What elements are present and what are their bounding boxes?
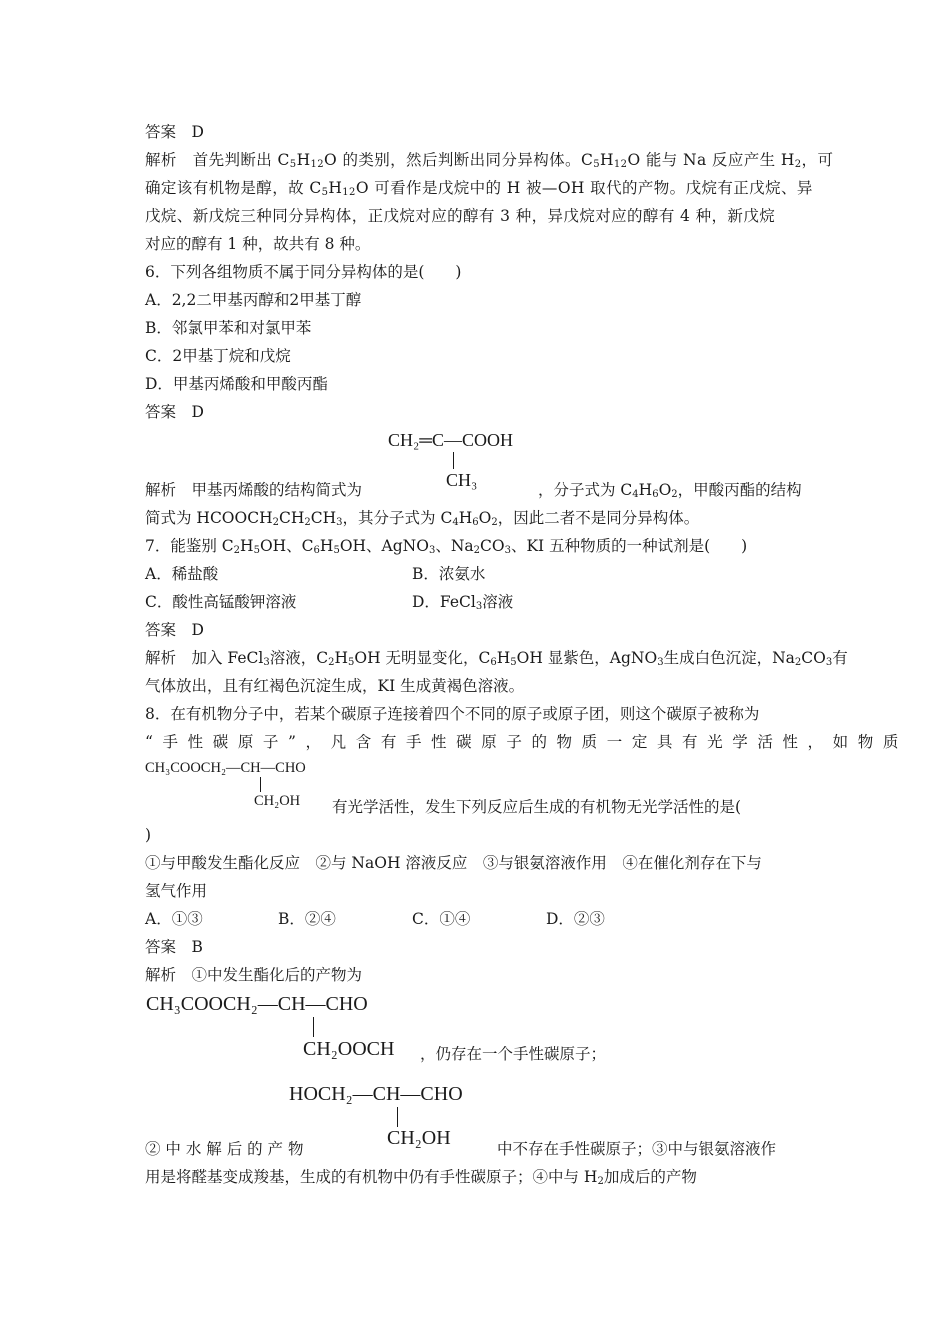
q7-option-b: B．浓氨水 — [412, 565, 486, 583]
q7-option-c: C．酸性高锰酸钾溶液 — [145, 593, 297, 611]
q8-analysis-line-2a: ② 中 水 解 后 的 产 物 — [145, 1140, 304, 1158]
q8-stem-line-1: 8．在有机物分子中，若某个碳原子连接着四个不同的原子或原子团，则这个碳原子被称为 — [145, 705, 760, 723]
q8-stem-line-3: 有光学活性，发生下列反应后生成的有机物无光学活性的是( — [332, 798, 742, 816]
q6-option-d: D．甲基丙烯酸和甲酸丙酯 — [145, 375, 328, 393]
q7-option-a: A．稀盐酸 — [145, 565, 219, 583]
q8-analysis-line-2b: 中不存在手性碳原子；③中与银氨溶液作 — [497, 1140, 777, 1158]
q8-analysis-line-3: 用是将醛基变成羧基，生成的有机物中仍有手性碳原子；④中与 $H_2$加成后的产物 — [145, 1168, 697, 1187]
q8-example-formula-top: CH₃COOCH₂—CH—CHO — [145, 760, 306, 776]
q8-example-formula-bottom: CH₂OH — [254, 793, 301, 809]
q5-analysis-line-4: 对应的醇有 1 种，故共有 8 种。 — [145, 235, 371, 253]
q7-analysis-line-1: 解析 加入 FeCl$_3$溶液，$C_2H_5OH$ 无明显变化，$C_6H_5OH$ 显紫色，AgNO$_3$生成白色沉淀，$Na_2CO_3$有 — [145, 649, 848, 668]
q6-structure-bond — [453, 452, 454, 469]
q6-option-b: B．邻氯甲苯和对氯甲苯 — [145, 319, 312, 337]
q7-option-d: D．FeCl$_3$溶液 — [412, 593, 514, 612]
q6-answer: 答案 D — [145, 403, 204, 421]
q8-option-b: B．②④ — [278, 910, 336, 928]
q7-stem: 7．能鉴别 $C_2H_5OH$、$C_6H_5OH$、AgNO$_3$、$Na_2CO_3$、KI 五种物质的一种试剂是( ) — [145, 537, 748, 556]
q5-analysis-line-2: 确定该有机物是醇，故 $C_5H_{12}O$ 可看作是戊烷中的 H 被—OH 取代的产物。戊烷有正戊烷、异 — [145, 179, 813, 198]
q8-product2-formula-top: HOCH₂—CH—CHO — [289, 1083, 463, 1105]
q8-product2-formula-bottom: CH₂OH — [387, 1127, 451, 1149]
q8-product1-formula-top: CH₃COOCH₂—CH—CHO — [146, 993, 368, 1015]
q7-analysis-line-2: 气体放出，且有红褐色沉淀生成，KI 生成黄褐色溶液。 — [145, 677, 525, 695]
q5-answer: 答案 D — [145, 123, 204, 141]
q8-product2-bond — [397, 1107, 398, 1127]
q8-example-bond — [260, 777, 261, 792]
q8-product1-bond — [313, 1017, 314, 1037]
q6-analysis-line-1a: 解析 甲基丙烯酸的结构简式为 — [145, 481, 363, 499]
q8-option-a: A．①③ — [145, 910, 203, 928]
q8-stem-line-4: ) — [145, 826, 152, 844]
q8-answer: 答案 B — [145, 938, 203, 956]
q6-structure-formula-bottom: CH₃ — [446, 470, 478, 490]
q8-analysis-after-product1: ，仍存在一个手性碳原子； — [420, 1045, 607, 1063]
q5-analysis-line-1: 解析 首先判断出 $C_5H_{12}O$ 的类别，然后判断出同分异构体。$C_5H_{12}O$ 能与 Na 反应产生 $H_2$，可 — [145, 151, 834, 170]
q6-analysis-line-1b: ，分子式为 $C_4H_6O_2$，甲酸丙酯的结构 — [538, 481, 802, 500]
q5-analysis-line-3: 戊烷、新戊烷三种同分异构体，正戊烷对应的醇有 3 种，异戊烷对应的醇有 4 种，新戊烷 — [145, 207, 776, 225]
q8-option-c: C．①④ — [412, 910, 471, 928]
q8-option-d: D．②③ — [546, 910, 605, 928]
q8-product1-formula-bottom: CH₂OOCH — [303, 1038, 395, 1060]
q8-conditions-line-1: ①与甲酸发生酯化反应 ②与 NaOH 溶液反应 ③与银氨溶液作用 ④在催化剂存在下与 — [145, 854, 762, 872]
q7-answer: 答案 D — [145, 621, 204, 639]
q6-analysis-line-2: 简式为 $HCOOCH_2CH_2CH_3$，其分子式为 $C_4H_6O_2$，因此二者不是同分异构体。 — [145, 509, 700, 528]
q6-option-a: A．2,2二甲基丙醇和2甲基丁醇 — [145, 291, 362, 309]
q6-stem: 6．下列各组物质不属于同分异构体的是( ) — [145, 263, 462, 281]
q6-option-c: C．2甲基丁烷和戊烷 — [145, 347, 291, 365]
q8-conditions-line-2: 氢气作用 — [145, 882, 208, 900]
q6-structure-formula-top: CH₂═C—COOH — [388, 430, 514, 450]
q8-stem-line-2: “手性碳原子”，凡含有手性碳原子的物质一定具有光学活性，如物质 — [145, 733, 908, 751]
q8-analysis-line-1: 解析 ①中发生酯化后的产物为 — [145, 966, 363, 984]
